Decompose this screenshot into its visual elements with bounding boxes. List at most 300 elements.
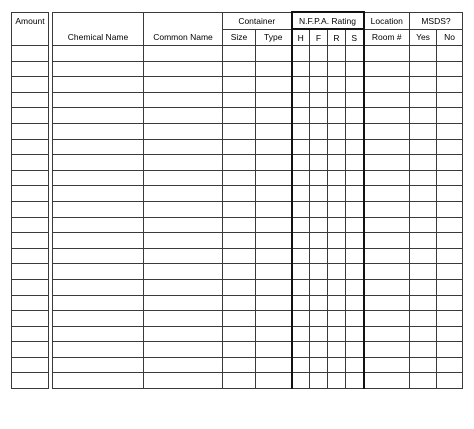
common-name-cell[interactable] (144, 170, 223, 186)
nfpa-h-cell[interactable] (292, 342, 310, 358)
container-size-cell[interactable] (223, 155, 256, 171)
container-size-cell[interactable] (223, 46, 256, 62)
chemical-name-header: Chemical Name (53, 29, 144, 46)
container-type-cell[interactable] (256, 295, 292, 311)
container-type-cell[interactable] (256, 61, 292, 77)
table-row (12, 357, 463, 373)
msds-yes-cell[interactable] (410, 139, 437, 155)
container-type-cell[interactable] (256, 357, 292, 373)
container-size-cell[interactable] (223, 186, 256, 202)
table-row (12, 139, 463, 155)
chemical-name-cell[interactable] (53, 155, 144, 171)
room-number-cell[interactable] (364, 233, 410, 249)
nfpa-h-cell[interactable] (292, 77, 310, 93)
nfpa-h-cell[interactable] (292, 201, 310, 217)
table-row (12, 342, 463, 358)
container-size-cell[interactable] (223, 233, 256, 249)
nfpa-h-cell[interactable] (292, 311, 310, 327)
nfpa-f-cell[interactable] (310, 248, 328, 264)
chemical-name-cell[interactable] (53, 248, 144, 264)
chemical-name-cell[interactable] (53, 170, 144, 186)
amount-cell[interactable] (12, 295, 49, 311)
chemical-name-cell[interactable] (53, 373, 144, 389)
nfpa-s-cell[interactable] (346, 108, 364, 124)
amount-cell[interactable] (12, 46, 49, 62)
common-name-cell[interactable] (144, 201, 223, 217)
table-row (12, 170, 463, 186)
container-type-cell[interactable] (256, 217, 292, 233)
container-size-cell[interactable] (223, 92, 256, 108)
nfpa-f-cell[interactable] (310, 170, 328, 186)
common-name-cell[interactable] (144, 357, 223, 373)
nfpa-s-cell[interactable] (346, 77, 364, 93)
amount-cell[interactable] (12, 186, 49, 202)
container-size-cell[interactable] (223, 217, 256, 233)
room-number-cell[interactable] (364, 46, 410, 62)
nfpa-s-cell[interactable] (346, 170, 364, 186)
nfpa-special-header: S (346, 29, 364, 46)
nfpa-h-cell[interactable] (292, 326, 310, 342)
common-name-cell[interactable] (144, 77, 223, 93)
msds-no-cell[interactable] (437, 46, 463, 62)
room-number-cell[interactable] (364, 92, 410, 108)
msds-no-cell[interactable] (437, 248, 463, 264)
room-number-header: Room # (364, 29, 410, 46)
nfpa-h-cell[interactable] (292, 186, 310, 202)
msds-no-cell[interactable] (437, 264, 463, 280)
nfpa-f-cell[interactable] (310, 295, 328, 311)
amount-cell[interactable] (12, 326, 49, 342)
nfpa-f-cell[interactable] (310, 233, 328, 249)
nfpa-r-cell[interactable] (328, 201, 346, 217)
msds-no-cell[interactable] (437, 295, 463, 311)
common-name-cell[interactable] (144, 342, 223, 358)
room-number-cell[interactable] (364, 342, 410, 358)
nfpa-f-cell[interactable] (310, 217, 328, 233)
container-size-cell[interactable] (223, 311, 256, 327)
nfpa-s-cell[interactable] (346, 61, 364, 77)
msds-yes-cell[interactable] (410, 342, 437, 358)
chemical-name-cell[interactable] (53, 264, 144, 280)
chemical-name-cell[interactable] (53, 233, 144, 249)
room-number-cell[interactable] (364, 170, 410, 186)
container-size-cell[interactable] (223, 248, 256, 264)
msds-no-cell[interactable] (437, 357, 463, 373)
container-type-cell[interactable] (256, 92, 292, 108)
nfpa-r-cell[interactable] (328, 139, 346, 155)
amount-cell[interactable] (12, 61, 49, 77)
container-header: Container (223, 12, 292, 29)
nfpa-f-cell[interactable] (310, 123, 328, 139)
container-type-cell[interactable] (256, 373, 292, 389)
msds-yes-cell[interactable] (410, 123, 437, 139)
room-number-cell[interactable] (364, 248, 410, 264)
room-number-cell[interactable] (364, 186, 410, 202)
nfpa-r-cell[interactable] (328, 233, 346, 249)
nfpa-f-cell[interactable] (310, 46, 328, 62)
container-type-cell[interactable] (256, 155, 292, 171)
container-size-cell[interactable] (223, 170, 256, 186)
table-row (12, 201, 463, 217)
msds-yes-cell[interactable] (410, 217, 437, 233)
msds-no-cell[interactable] (437, 217, 463, 233)
nfpa-h-cell[interactable] (292, 170, 310, 186)
nfpa-f-cell[interactable] (310, 139, 328, 155)
msds-yes-cell[interactable] (410, 77, 437, 93)
nfpa-h-cell[interactable] (292, 139, 310, 155)
common-name-cell[interactable] (144, 92, 223, 108)
common-name-cell[interactable] (144, 264, 223, 280)
msds-no-cell[interactable] (437, 155, 463, 171)
nfpa-r-cell[interactable] (328, 295, 346, 311)
nfpa-s-cell[interactable] (346, 248, 364, 264)
msds-no-cell[interactable] (437, 201, 463, 217)
table-row (12, 279, 463, 295)
nfpa-h-cell[interactable] (292, 123, 310, 139)
nfpa-h-cell[interactable] (292, 233, 310, 249)
common-name-cell[interactable] (144, 373, 223, 389)
msds-no-cell[interactable] (437, 311, 463, 327)
nfpa-f-cell[interactable] (310, 326, 328, 342)
nfpa-r-cell[interactable] (328, 123, 346, 139)
chemical-name-cell[interactable] (53, 139, 144, 155)
nfpa-s-cell[interactable] (346, 186, 364, 202)
msds-no-cell[interactable] (437, 139, 463, 155)
nfpa-r-cell[interactable] (328, 342, 346, 358)
msds-no-cell[interactable] (437, 326, 463, 342)
nfpa-h-cell[interactable] (292, 46, 310, 62)
nfpa-rating-header: N.F.P.A. Rating (292, 12, 364, 29)
nfpa-r-cell[interactable] (328, 373, 346, 389)
nfpa-h-cell[interactable] (292, 108, 310, 124)
nfpa-f-cell[interactable] (310, 373, 328, 389)
msds-yes-cell[interactable] (410, 186, 437, 202)
room-number-cell[interactable] (364, 217, 410, 233)
container-size-cell[interactable] (223, 357, 256, 373)
chemical-name-cell[interactable] (53, 217, 144, 233)
chemical-name-cell[interactable] (53, 357, 144, 373)
nfpa-r-cell[interactable] (328, 170, 346, 186)
amount-cell[interactable] (12, 342, 49, 358)
table-row (12, 155, 463, 171)
room-number-cell[interactable] (364, 311, 410, 327)
container-type-cell[interactable] (256, 123, 292, 139)
amount-cell[interactable] (12, 139, 49, 155)
chemical-name-cell[interactable] (53, 123, 144, 139)
container-size-cell[interactable] (223, 123, 256, 139)
msds-no-cell[interactable] (437, 92, 463, 108)
room-number-cell[interactable] (364, 61, 410, 77)
nfpa-h-cell[interactable] (292, 248, 310, 264)
amount-cell[interactable] (12, 201, 49, 217)
msds-no-cell[interactable] (437, 108, 463, 124)
nfpa-r-cell[interactable] (328, 61, 346, 77)
nfpa-s-cell[interactable] (346, 217, 364, 233)
msds-yes-cell[interactable] (410, 108, 437, 124)
msds-yes-cell[interactable] (410, 170, 437, 186)
msds-yes-cell[interactable] (410, 279, 437, 295)
table-row (12, 123, 463, 139)
nfpa-f-cell[interactable] (310, 186, 328, 202)
msds-no-header: No (437, 29, 463, 46)
msds-yes-cell[interactable] (410, 295, 437, 311)
nfpa-h-cell[interactable] (292, 357, 310, 373)
table-row (12, 311, 463, 327)
common-name-cell[interactable] (144, 217, 223, 233)
nfpa-s-cell[interactable] (346, 92, 364, 108)
table-row (12, 248, 463, 264)
room-number-cell[interactable] (364, 373, 410, 389)
container-size-cell[interactable] (223, 342, 256, 358)
msds-header: MSDS? (410, 12, 463, 29)
container-type-cell[interactable] (256, 170, 292, 186)
nfpa-s-cell[interactable] (346, 311, 364, 327)
msds-no-cell[interactable] (437, 123, 463, 139)
nfpa-s-cell[interactable] (346, 279, 364, 295)
common-name-cell[interactable] (144, 139, 223, 155)
nfpa-r-cell[interactable] (328, 77, 346, 93)
amount-cell[interactable] (12, 233, 49, 249)
chemical-inventory-table (11, 11, 463, 389)
msds-yes-cell[interactable] (410, 357, 437, 373)
nfpa-flammability-header: F (310, 29, 328, 46)
chemical-name-cell[interactable] (53, 342, 144, 358)
container-size-cell[interactable] (223, 201, 256, 217)
msds-yes-cell[interactable] (410, 264, 437, 280)
container-size-cell[interactable] (223, 139, 256, 155)
nfpa-f-cell[interactable] (310, 201, 328, 217)
room-number-cell[interactable] (364, 295, 410, 311)
room-number-cell[interactable] (364, 279, 410, 295)
amount-cell[interactable] (12, 217, 49, 233)
chemical-name-cell[interactable] (53, 279, 144, 295)
nfpa-s-cell[interactable] (346, 123, 364, 139)
nfpa-s-cell[interactable] (346, 155, 364, 171)
nfpa-r-cell[interactable] (328, 217, 346, 233)
msds-yes-cell[interactable] (410, 61, 437, 77)
room-number-cell[interactable] (364, 264, 410, 280)
chemical-name-cell[interactable] (53, 186, 144, 202)
chemical-name-cell[interactable] (53, 46, 144, 62)
msds-no-cell[interactable] (437, 77, 463, 93)
nfpa-h-cell[interactable] (292, 155, 310, 171)
nfpa-f-cell[interactable] (310, 108, 328, 124)
nfpa-h-cell[interactable] (292, 279, 310, 295)
container-size-cell[interactable] (223, 326, 256, 342)
chemical-name-cell[interactable] (53, 108, 144, 124)
common-name-cell[interactable] (144, 46, 223, 62)
chemical-name-cell[interactable] (53, 295, 144, 311)
nfpa-f-cell[interactable] (310, 61, 328, 77)
container-size-cell[interactable] (223, 264, 256, 280)
container-type-header: Type (256, 29, 292, 46)
container-type-cell[interactable] (256, 108, 292, 124)
nfpa-f-cell[interactable] (310, 264, 328, 280)
msds-yes-cell[interactable] (410, 233, 437, 249)
common-name-cell[interactable] (144, 233, 223, 249)
header-row-top (12, 12, 463, 29)
nfpa-r-cell[interactable] (328, 108, 346, 124)
room-number-cell[interactable] (364, 326, 410, 342)
common-name-cell[interactable] (144, 311, 223, 327)
msds-yes-cell[interactable] (410, 201, 437, 217)
container-size-header: Size (223, 29, 256, 46)
nfpa-s-cell[interactable] (346, 264, 364, 280)
container-size-cell[interactable] (223, 61, 256, 77)
nfpa-s-cell[interactable] (346, 342, 364, 358)
chemical-name-cell[interactable] (53, 201, 144, 217)
amount-cell[interactable] (12, 311, 49, 327)
amount-cell[interactable] (12, 279, 49, 295)
msds-no-cell[interactable] (437, 186, 463, 202)
amount-cell[interactable] (12, 248, 49, 264)
nfpa-r-cell[interactable] (328, 311, 346, 327)
nfpa-f-cell[interactable] (310, 342, 328, 358)
container-size-cell[interactable] (223, 77, 256, 93)
nfpa-r-cell[interactable] (328, 248, 346, 264)
chemical-name-cell[interactable] (53, 311, 144, 327)
amount-cell[interactable] (12, 77, 49, 93)
chemical-name-cell[interactable] (53, 92, 144, 108)
nfpa-r-cell[interactable] (328, 279, 346, 295)
container-type-cell[interactable] (256, 186, 292, 202)
room-number-cell[interactable] (364, 77, 410, 93)
common-name-cell[interactable] (144, 108, 223, 124)
nfpa-r-cell[interactable] (328, 186, 346, 202)
nfpa-s-cell[interactable] (346, 139, 364, 155)
container-size-cell[interactable] (223, 279, 256, 295)
nfpa-reactivity-header: R (328, 29, 346, 46)
msds-yes-cell[interactable] (410, 311, 437, 327)
table-row (12, 77, 463, 93)
amount-cell[interactable] (12, 264, 49, 280)
msds-yes-cell[interactable] (410, 373, 437, 389)
amount-cell[interactable] (12, 92, 49, 108)
nfpa-s-cell[interactable] (346, 295, 364, 311)
room-number-cell[interactable] (364, 139, 410, 155)
common-name-cell[interactable] (144, 248, 223, 264)
nfpa-r-cell[interactable] (328, 264, 346, 280)
common-name-cell[interactable] (144, 186, 223, 202)
nfpa-s-cell[interactable] (346, 373, 364, 389)
msds-no-cell[interactable] (437, 279, 463, 295)
nfpa-s-cell[interactable] (346, 326, 364, 342)
table-row (12, 92, 463, 108)
container-type-cell[interactable] (256, 248, 292, 264)
nfpa-h-cell[interactable] (292, 295, 310, 311)
nfpa-h-cell[interactable] (292, 217, 310, 233)
common-name-cell[interactable] (144, 279, 223, 295)
nfpa-f-cell[interactable] (310, 311, 328, 327)
nfpa-f-cell[interactable] (310, 77, 328, 93)
container-type-cell[interactable] (256, 201, 292, 217)
nfpa-f-cell[interactable] (310, 92, 328, 108)
msds-yes-cell[interactable] (410, 248, 437, 264)
room-number-cell[interactable] (364, 108, 410, 124)
chemical-name-cell[interactable] (53, 77, 144, 93)
msds-yes-cell[interactable] (410, 46, 437, 62)
nfpa-h-cell[interactable] (292, 61, 310, 77)
common-name-header-blank (144, 12, 223, 29)
nfpa-h-cell[interactable] (292, 92, 310, 108)
common-name-cell[interactable] (144, 123, 223, 139)
nfpa-s-cell[interactable] (346, 46, 364, 62)
amount-cell[interactable] (12, 373, 49, 389)
msds-no-cell[interactable] (437, 61, 463, 77)
chemical-name-header-blank (53, 12, 144, 29)
amount-cell[interactable] (12, 357, 49, 373)
common-name-cell[interactable] (144, 61, 223, 77)
nfpa-r-cell[interactable] (328, 326, 346, 342)
container-type-cell[interactable] (256, 139, 292, 155)
nfpa-r-cell[interactable] (328, 357, 346, 373)
amount-cell[interactable] (12, 108, 49, 124)
container-type-cell[interactable] (256, 233, 292, 249)
msds-no-cell[interactable] (437, 342, 463, 358)
table-row (12, 373, 463, 389)
nfpa-f-cell[interactable] (310, 357, 328, 373)
nfpa-f-cell[interactable] (310, 279, 328, 295)
room-number-cell[interactable] (364, 123, 410, 139)
room-number-cell[interactable] (364, 155, 410, 171)
container-size-cell[interactable] (223, 373, 256, 389)
container-type-cell[interactable] (256, 279, 292, 295)
nfpa-s-cell[interactable] (346, 233, 364, 249)
container-size-cell[interactable] (223, 108, 256, 124)
msds-yes-header: Yes (410, 29, 437, 46)
table-row (12, 295, 463, 311)
location-header: Location (364, 12, 410, 29)
container-type-cell[interactable] (256, 264, 292, 280)
common-name-cell[interactable] (144, 295, 223, 311)
table-row (12, 326, 463, 342)
nfpa-h-cell[interactable] (292, 264, 310, 280)
container-type-cell[interactable] (256, 342, 292, 358)
msds-no-cell[interactable] (437, 373, 463, 389)
container-type-cell[interactable] (256, 46, 292, 62)
nfpa-r-cell[interactable] (328, 92, 346, 108)
msds-no-cell[interactable] (437, 233, 463, 249)
common-name-cell[interactable] (144, 155, 223, 171)
nfpa-r-cell[interactable] (328, 155, 346, 171)
nfpa-s-cell[interactable] (346, 357, 364, 373)
msds-yes-cell[interactable] (410, 155, 437, 171)
nfpa-s-cell[interactable] (346, 201, 364, 217)
nfpa-h-cell[interactable] (292, 373, 310, 389)
container-type-cell[interactable] (256, 77, 292, 93)
table-row (12, 186, 463, 202)
nfpa-f-cell[interactable] (310, 155, 328, 171)
amount-cell[interactable] (12, 123, 49, 139)
table-row (12, 46, 463, 62)
chemical-name-cell[interactable] (53, 61, 144, 77)
chemical-name-cell[interactable] (53, 326, 144, 342)
nfpa-r-cell[interactable] (328, 46, 346, 62)
container-size-cell[interactable] (223, 295, 256, 311)
msds-yes-cell[interactable] (410, 326, 437, 342)
msds-yes-cell[interactable] (410, 92, 437, 108)
msds-no-cell[interactable] (437, 170, 463, 186)
container-type-cell[interactable] (256, 311, 292, 327)
room-number-cell[interactable] (364, 201, 410, 217)
common-name-cell[interactable] (144, 326, 223, 342)
container-type-cell[interactable] (256, 326, 292, 342)
amount-header: Amount (12, 12, 49, 46)
room-number-cell[interactable] (364, 357, 410, 373)
nfpa-health-header: H (292, 29, 310, 46)
amount-cell[interactable] (12, 170, 49, 186)
amount-cell[interactable] (12, 155, 49, 171)
